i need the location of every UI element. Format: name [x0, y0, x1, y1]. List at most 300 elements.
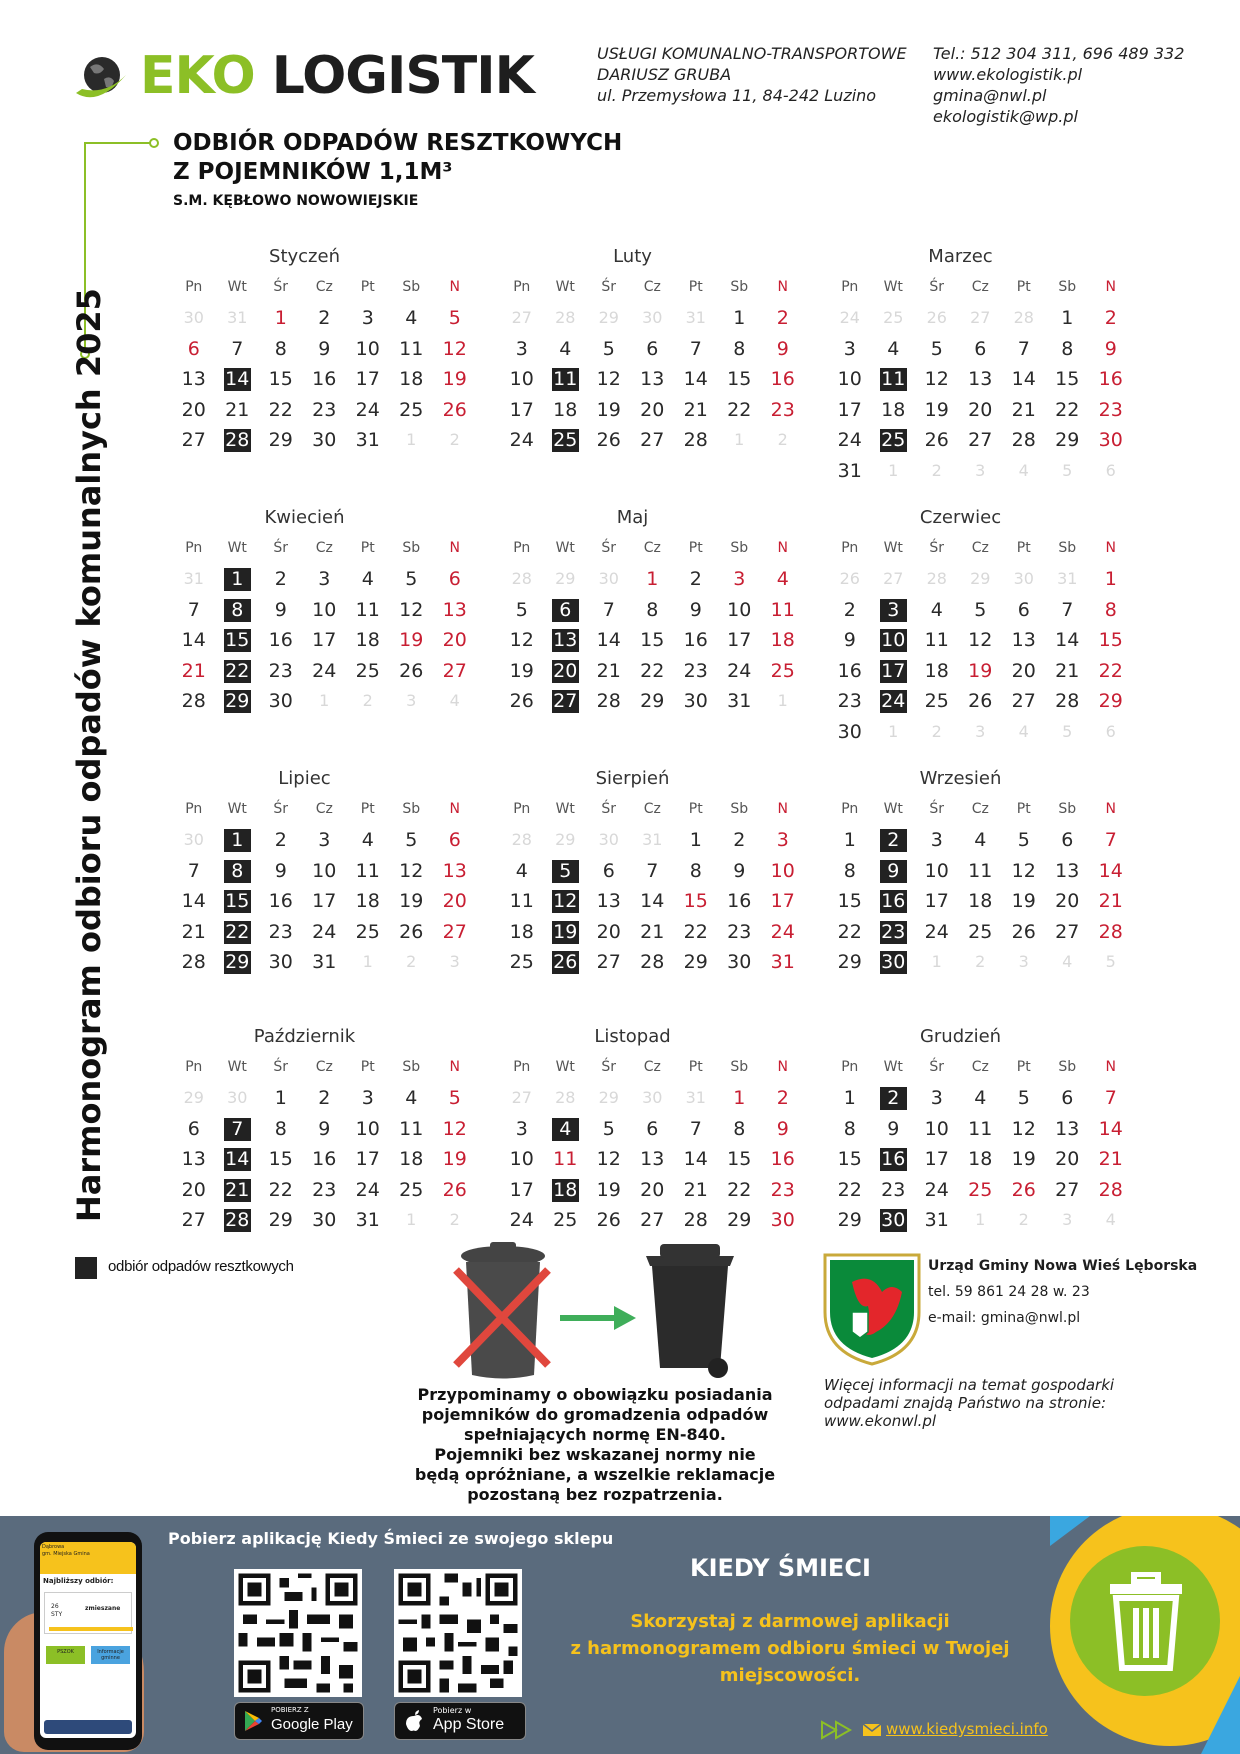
calendar-day: 13 — [1055, 859, 1080, 882]
pickup-day: 15 — [225, 890, 250, 912]
logo-eko-text: EKO — [140, 46, 255, 106]
calendar-day: 18 — [770, 629, 795, 651]
calendar-day: 1 — [689, 829, 702, 851]
calendar-day: 14 — [683, 1148, 708, 1170]
weekday-header: Cz — [315, 279, 333, 295]
calendar-day: 24 — [837, 429, 862, 451]
weekday-header: Sb — [730, 1059, 749, 1075]
apple-icon — [403, 1709, 425, 1733]
month-grid — [828, 272, 1133, 486]
weekday-header: Wt — [227, 279, 247, 295]
weekday-header: Pn — [185, 1059, 203, 1075]
pickup-day: 19 — [553, 920, 578, 943]
calendar-day: 12 — [1011, 1117, 1036, 1140]
month-10 — [172, 1026, 477, 1236]
calendar-day: 20 — [968, 398, 993, 421]
prev-month-day: 28 — [511, 569, 532, 588]
calendar-day: 16 — [268, 629, 293, 651]
prev-month-day: 30 — [1013, 569, 1034, 588]
calendar-day: 5 — [1017, 1087, 1030, 1109]
calendar-day: 24 — [509, 429, 534, 451]
weekday-header: Wt — [883, 1059, 903, 1075]
pickup-day: 11 — [881, 368, 906, 390]
calendar-day: 11 — [968, 1117, 993, 1140]
calendar-day: 14 — [1098, 859, 1123, 882]
calendar-day: 17 — [355, 368, 380, 390]
calendar-day: 27 — [968, 429, 993, 451]
contact-tel: Tel.: 512 304 311, 696 489 332 — [933, 44, 1185, 63]
next-month-day: 1 — [888, 460, 899, 480]
app-website-link[interactable]: www.kiedysmieci.info — [886, 1720, 1048, 1738]
weekday-header: Cz — [643, 801, 661, 817]
google-play-label: Google Play — [271, 1716, 353, 1733]
calendar-day: 4 — [361, 568, 374, 590]
month-1 — [172, 246, 477, 456]
calendar-day: 16 — [727, 890, 752, 912]
calendar-day: 9 — [776, 1117, 789, 1140]
google-play-badge[interactable] — [234, 1702, 364, 1740]
pickup-day: 25 — [553, 429, 578, 451]
calendar-day: 15 — [268, 368, 293, 390]
calendar-day: 8 — [843, 859, 856, 882]
calendar-day: 22 — [837, 920, 862, 943]
app-store-label: App Store — [433, 1716, 505, 1733]
prev-month-day: 30 — [227, 1088, 248, 1107]
calendar-day: 7 — [187, 598, 200, 621]
calendar-day: 3 — [318, 568, 331, 590]
contact-email1[interactable]: gmina@nwl.pl — [933, 86, 1047, 105]
office-email[interactable]: e-mail: gmina@nwl.pl — [928, 1310, 1081, 1326]
notice-line6: pozostaną bez rozpatrzenia. — [467, 1485, 723, 1504]
pickup-day: 21 — [225, 1178, 250, 1201]
calendar-day: 18 — [399, 368, 424, 390]
calendar-day: 27 — [640, 429, 665, 451]
next-month-day: 1 — [734, 430, 745, 449]
weekday-header: Wt — [883, 279, 903, 295]
phone-info-button[interactable]: Informacje gminne — [91, 1646, 130, 1664]
calendar-day: 12 — [442, 337, 467, 360]
prev-month-day: 30 — [642, 1088, 663, 1107]
calendar-day: 2 — [689, 568, 702, 590]
month-name: Luty — [613, 246, 652, 267]
calendar-day: 30 — [312, 429, 337, 451]
calendar-day: 8 — [733, 1117, 746, 1140]
calendar-day: 26 — [596, 429, 621, 451]
calendar-day: 30 — [727, 951, 752, 973]
calendar-day: 21 — [225, 398, 250, 421]
calendar-day: 11 — [509, 890, 534, 912]
calendar-day: 15 — [727, 1148, 752, 1170]
prev-month-day: 27 — [970, 308, 991, 327]
contact-www[interactable]: www.ekologistik.pl — [933, 65, 1083, 84]
next-month-day: 5 — [1062, 721, 1073, 741]
weekday-header: Pn — [513, 801, 531, 817]
weekday-header: Pt — [688, 801, 703, 817]
weekday-header: Wt — [883, 540, 903, 556]
app-store-small: Pobierz w — [433, 1706, 472, 1715]
calendar-day: 5 — [405, 568, 418, 590]
calendar-day: 13 — [968, 368, 993, 390]
company-address: ul. Przemysłowa 11, 84-242 Luzino — [597, 86, 877, 105]
weekday-header: Śr — [929, 801, 945, 817]
calendar-day: 12 — [968, 629, 993, 651]
calendar-day: 9 — [843, 629, 856, 651]
notice-line2: pojemników do gromadzenia odpadów — [421, 1405, 769, 1424]
calendar-day: 21 — [1098, 1148, 1123, 1170]
next-month-day: 1 — [975, 1210, 986, 1229]
calendar-day: 1 — [274, 307, 287, 329]
calendar-day: 6 — [974, 337, 987, 360]
calendar-day: 24 — [509, 1209, 534, 1231]
calendar-day: 22 — [727, 398, 752, 421]
calendar-day: 20 — [640, 398, 665, 421]
calendar-day: 6 — [1017, 598, 1030, 621]
schedule-title — [173, 129, 622, 209]
weekday-header: Sb — [1058, 540, 1077, 556]
calendar-day: 29 — [837, 1209, 862, 1231]
calendar-day: 6 — [646, 1117, 659, 1140]
calendar-day: 1 — [1061, 307, 1074, 329]
calendar-day: 23 — [727, 920, 752, 943]
month-3 — [828, 246, 1133, 486]
calendar-day: 26 — [399, 659, 424, 682]
promo-line3: miejscowości. — [719, 1665, 861, 1686]
calendar-day: 5 — [448, 307, 461, 329]
calendar-day: 13 — [181, 1148, 206, 1170]
calendar-day: 12 — [924, 368, 949, 390]
qr-code-google-play[interactable] — [234, 1569, 362, 1697]
calendar-day: 23 — [837, 690, 862, 712]
calendar-day: 4 — [930, 598, 943, 621]
calendar-day: 19 — [442, 1148, 467, 1170]
next-month-day: 2 — [1018, 1210, 1029, 1229]
calendar-day: 16 — [312, 368, 337, 390]
calendar-day: 25 — [968, 920, 993, 943]
calendar-day: 23 — [683, 659, 708, 682]
pickup-day: 29 — [225, 951, 250, 973]
weekday-header: N — [777, 801, 788, 817]
calendar-day: 14 — [1011, 368, 1036, 390]
calendar-day: 2 — [274, 829, 287, 851]
weekday-header: Pt — [1016, 1059, 1031, 1075]
pickup-day: 22 — [225, 659, 250, 682]
weekday-header: Cz — [315, 801, 333, 817]
weekday-header: Śr — [273, 540, 289, 556]
calendar-day: 4 — [776, 568, 789, 590]
calendar-day: 27 — [181, 1209, 206, 1231]
calendar-day: 30 — [683, 690, 708, 712]
calendar-day: 2 — [776, 1087, 789, 1109]
calendar-day: 31 — [312, 951, 337, 973]
prev-month-day: 31 — [685, 308, 706, 327]
prev-month-day: 30 — [598, 569, 619, 588]
month-name: Sierpień — [595, 768, 670, 789]
calendar-day: 29 — [727, 1209, 752, 1231]
month-name: Maj — [616, 507, 649, 528]
calendar-day: 26 — [924, 429, 949, 451]
calendar-day: 7 — [231, 337, 244, 360]
weekday-header: Cz — [643, 540, 661, 556]
calendar-day: 7 — [689, 337, 702, 360]
month-grid — [172, 794, 477, 978]
calendar-day: 2 — [318, 307, 331, 329]
next-month-day: 4 — [1018, 721, 1029, 741]
weekday-header: Pt — [688, 1059, 703, 1075]
trash-can-icon — [1106, 1572, 1186, 1672]
calendar-day: 2 — [733, 829, 746, 851]
prev-month-day: 30 — [183, 830, 204, 849]
google-play-icon — [243, 1710, 263, 1732]
weekday-header: Sb — [1058, 1059, 1077, 1075]
calendar-day: 17 — [355, 1148, 380, 1170]
calendar-day: 9 — [318, 337, 331, 360]
calendar-day: 30 — [312, 1209, 337, 1231]
weekday-header: Wt — [555, 801, 575, 817]
pickup-day: 30 — [881, 1209, 906, 1231]
next-month-day: 2 — [931, 721, 942, 741]
legend-label: odbiór odpadów resztkowych — [108, 1258, 294, 1275]
weekday-header: Śr — [929, 540, 945, 556]
calendar-day: 9 — [887, 1117, 900, 1140]
next-month-day: 2 — [362, 691, 373, 710]
month-6 — [828, 507, 1133, 747]
calendar-day: 12 — [509, 629, 534, 651]
weekday-header: Pn — [513, 540, 531, 556]
calendar-day: 9 — [689, 598, 702, 621]
calendar-day: 24 — [924, 920, 949, 943]
more-link[interactable]: www.ekonwl.pl — [824, 1412, 937, 1430]
calendar-day: 1 — [843, 1087, 856, 1109]
contact-email2[interactable]: ekologistik@wp.pl — [933, 107, 1078, 126]
weekday-header: N — [449, 1059, 460, 1075]
pickup-day: 8 — [216, 595, 260, 626]
calendar-day: 26 — [596, 1209, 621, 1231]
calendar-day: 14 — [640, 890, 665, 912]
calendar-day: 9 — [776, 337, 789, 360]
calendar-day: 22 — [1098, 659, 1123, 682]
calendar-day: 5 — [974, 598, 987, 621]
next-month-day: 5 — [1062, 460, 1073, 480]
month-9 — [828, 768, 1133, 978]
prev-month-day: 26 — [839, 569, 860, 588]
calendar-day: 24 — [312, 920, 337, 943]
calendar-day: 17 — [312, 890, 337, 912]
phone-date-mon: STY — [51, 1611, 63, 1618]
weekday-header: Pn — [841, 279, 859, 295]
calendar-day: 6 — [187, 337, 200, 360]
calendar-day: 5 — [448, 1087, 461, 1109]
calendar-day: 14 — [181, 890, 206, 912]
calendar-day: 6 — [646, 337, 659, 360]
app-promo — [560, 1608, 1020, 1689]
weekday-header: Sb — [402, 279, 421, 295]
weekday-header: Pt — [688, 279, 703, 295]
calendar-day: 6 — [187, 1117, 200, 1140]
calendar-day: 29 — [640, 690, 665, 712]
pickup-day: 20 — [553, 659, 578, 682]
calendar-day: 29 — [1055, 429, 1080, 451]
month-5 — [500, 507, 805, 717]
calendar-day: 7 — [646, 859, 659, 882]
weekday-header: Śr — [929, 1059, 945, 1075]
calendar-day: 8 — [689, 859, 702, 882]
weekday-header: Sb — [730, 540, 749, 556]
calendar-day: 29 — [837, 951, 862, 973]
weekday-header: Cz — [971, 1059, 989, 1075]
calendar-day: 13 — [1055, 1117, 1080, 1140]
phone-waste-type: zmieszane — [85, 1605, 121, 1612]
month-12 — [828, 1026, 1133, 1236]
calendar-day: 10 — [509, 1148, 534, 1170]
more-line2: odpadami znajdą Państwo na stronie: — [824, 1394, 1107, 1412]
pickup-day: 27 — [553, 690, 578, 712]
calendar-day: 13 — [596, 890, 621, 912]
phone-mockup — [8, 1532, 134, 1742]
calendar-day: 13 — [442, 859, 467, 882]
calendar-day: 25 — [924, 690, 949, 712]
weekday-header: Cz — [315, 540, 333, 556]
calendar-day: 31 — [355, 1209, 380, 1231]
weekday-header: Pn — [841, 540, 859, 556]
weekday-header: Pt — [360, 540, 375, 556]
calendar-day: 6 — [448, 829, 461, 851]
calendar-day: 12 — [442, 1117, 467, 1140]
prev-month-day: 29 — [555, 830, 576, 849]
pickup-day: 15 — [225, 629, 250, 651]
prev-month-day: 27 — [883, 569, 904, 588]
calendar-day: 15 — [837, 890, 862, 912]
weekday-header: Pt — [360, 801, 375, 817]
weekday-header: Wt — [227, 1059, 247, 1075]
calendar-day: 31 — [837, 459, 862, 482]
promo-line2: z harmonogramem odbioru śmieci w Twojej — [570, 1638, 1010, 1659]
calendar-day: 1 — [843, 829, 856, 851]
calendar-day: 1 — [733, 307, 746, 329]
calendar-day: 31 — [924, 1209, 949, 1231]
office-info — [928, 1253, 1197, 1331]
weekday-header: Pn — [841, 801, 859, 817]
weekday-header: Wt — [227, 801, 247, 817]
calendar-day: 11 — [553, 1148, 578, 1170]
prev-month-day: 28 — [555, 1088, 576, 1107]
calendar-day: 21 — [640, 920, 665, 943]
calendar-day: 3 — [361, 1087, 374, 1109]
app-title: KIEDY ŚMIECI — [690, 1554, 871, 1582]
month-name: Kwiecień — [264, 507, 345, 528]
calendar-day: 18 — [553, 398, 578, 421]
month-11 — [500, 1026, 805, 1236]
calendar-day: 18 — [924, 659, 949, 682]
calendar-day: 7 — [602, 598, 615, 621]
new-bin-icon — [640, 1240, 740, 1380]
calendar-day: 28 — [596, 690, 621, 712]
prev-month-day: 30 — [642, 308, 663, 327]
calendar-day: 3 — [515, 337, 528, 360]
next-month-day: 1 — [777, 691, 788, 710]
calendar-day: 10 — [355, 1117, 380, 1140]
calendar-day: 19 — [596, 1178, 621, 1201]
calendar-day: 23 — [312, 398, 337, 421]
calendar-day: 4 — [405, 307, 418, 329]
month-grid — [828, 794, 1133, 978]
prev-month-day: 26 — [926, 308, 947, 327]
pickup-day: 13 — [553, 629, 578, 651]
calendar-day: 5 — [930, 337, 943, 360]
promo-line1: Skorzystaj z darmowej aplikacji — [630, 1611, 950, 1632]
office-tel: tel. 59 861 24 28 w. 23 — [928, 1284, 1090, 1300]
calendar-day: 29 — [683, 951, 708, 973]
next-month-day: 6 — [1105, 460, 1116, 480]
weekday-header: Cz — [315, 1059, 333, 1075]
weekday-header: Sb — [1058, 801, 1077, 817]
next-month-day: 1 — [362, 952, 373, 971]
calendar-day: 11 — [770, 598, 795, 621]
pickup-day: 1 — [216, 564, 260, 595]
weekday-header: Pn — [513, 1059, 531, 1075]
pickup-day: 17 — [881, 659, 906, 682]
calendar-day: 12 — [399, 598, 424, 621]
weekday-header: Cz — [643, 1059, 661, 1075]
next-month-day: 3 — [1018, 952, 1029, 971]
next-month-day: 3 — [449, 952, 460, 971]
google-play-small: POBIERZ Z — [271, 1706, 309, 1714]
calendar-day: 1 — [274, 1087, 287, 1109]
next-month-day: 3 — [975, 460, 986, 480]
calendar-day: 23 — [1098, 398, 1123, 421]
calendar-day: 17 — [509, 398, 534, 421]
weekday-header: Pn — [841, 1059, 859, 1075]
qr-code-app-store[interactable] — [394, 1569, 522, 1697]
pickup-day: 10 — [881, 629, 906, 651]
app-store-badge[interactable] — [394, 1702, 526, 1740]
next-month-day: 1 — [406, 430, 417, 449]
notice-line5: będą opróżniane, a wszelkie reklamacje — [414, 1465, 776, 1484]
calendar-day: 22 — [268, 1178, 293, 1201]
calendar-day: 3 — [930, 1087, 943, 1109]
phone-town: Dąbrowa — [42, 1544, 65, 1550]
calendar-day: 18 — [881, 398, 906, 421]
calendar-day: 16 — [683, 629, 708, 651]
calendar-day: 30 — [770, 1209, 795, 1231]
calendar-day: 9 — [1104, 337, 1117, 360]
pickup-day: 25 — [881, 429, 906, 451]
calendar-day: 25 — [355, 920, 380, 943]
calendar-day: 19 — [399, 890, 424, 912]
calendar-day: 6 — [1061, 829, 1074, 851]
arrow-right-icon — [558, 1303, 638, 1333]
calendar-day: 11 — [968, 859, 993, 882]
next-month-day: 3 — [406, 691, 417, 710]
calendar-day: 13 — [442, 598, 467, 621]
calendar-day: 8 — [733, 337, 746, 360]
calendar-day: 26 — [1011, 1178, 1036, 1201]
calendar-day: 2 — [776, 307, 789, 329]
pickup-day: 8 — [216, 856, 260, 887]
calendar-day: 23 — [881, 1178, 906, 1201]
calendar-day: 22 — [837, 1178, 862, 1201]
calendar-day: 19 — [924, 398, 949, 421]
calendar-day: 21 — [1011, 398, 1036, 421]
calendar-day: 2 — [318, 1087, 331, 1109]
calendar-day: 27 — [640, 1209, 665, 1231]
pickup-day: 30 — [881, 951, 906, 973]
phone-pszok-button[interactable]: PSZOK — [46, 1646, 85, 1664]
vertical-title: Harmonogram odbioru odpadów komunalnych 2025 — [70, 288, 108, 1222]
weekday-header: Cz — [971, 540, 989, 556]
weekday-header: Sb — [402, 540, 421, 556]
pickup-day: 1 — [216, 825, 260, 856]
calendar-day: 8 — [646, 598, 659, 621]
